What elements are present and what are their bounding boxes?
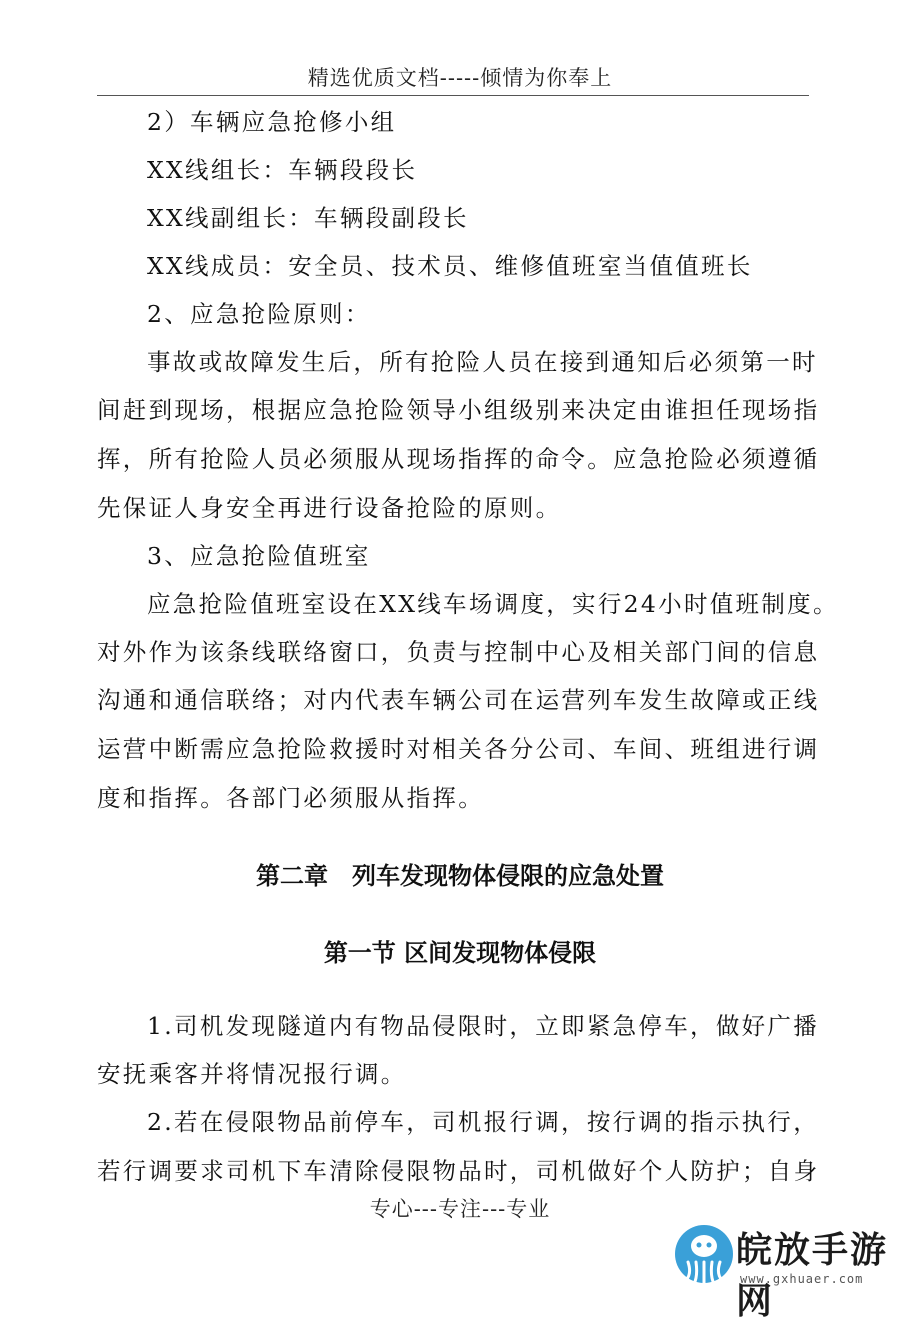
body-line: 2）车辆应急抢修小组 [147,108,397,136]
body-line: 对外作为该条线联络窗口，负责与控制中心及相关部门间的信息 [97,638,820,666]
page-header: 精选优质文档-----倾情为你奉上 [307,66,613,90]
body-line: 2、应急抢险原则： [147,300,371,328]
body-line: 安抚乘客并将情况报行调。 [97,1060,407,1088]
body-line: 若行调要求司机下车清除侵限物品时，司机做好个人防护；自身 [97,1157,820,1185]
body-line: 应急抢险值班室设在XX线车场调度，实行24小时值班制度。 [147,590,839,618]
body-line: 1.司机发现隧道内有物品侵限时，立即紧急停车，做好广播 [147,1012,820,1040]
octopus-logo-icon [674,1218,734,1292]
body-line: XX线副组长：车辆段副段长 [147,204,469,232]
watermark-url: www.gxhuaer.com [740,1272,864,1286]
section-heading: 第一节 区间发现物体侵限 [323,939,597,967]
body-line: 2.若在侵限物品前停车，司机报行调，按行调的指示执行， [147,1108,820,1136]
body-line: 运营中断需应急抢险救援时对相关各分公司、车间、班组进行调 [97,735,820,763]
chapter-heading: 第二章 列车发现物体侵限的应急处置 [256,862,664,890]
body-line: XX线组长：车辆段段长 [147,156,418,184]
body-line: 间赶到现场，根据应急抢险领导小组级别来决定由谁担任现场指 [97,396,820,424]
body-line: XX线成员：安全员、技术员、维修值班室当值值班长 [147,252,753,280]
body-line: 事故或故障发生后，所有抢险人员在接到通知后必须第一时 [147,348,818,376]
body-line: 3、应急抢险值班室 [147,542,371,570]
header-rule [97,95,809,96]
watermark-logo-text: 皖放手游网 [736,1230,889,1322]
body-line: 挥，所有抢险人员必须服从现场指挥的命令。应急抢险必须遵循 [97,445,820,473]
watermark [674,1216,914,1322]
body-line: 先保证人身安全再进行设备抢险的原则。 [97,494,562,522]
body-line: 沟通和通信联络；对内代表车辆公司在运营列车发生故障或正线 [97,686,820,714]
page-footer: 专心---专注---专业 [369,1197,551,1221]
body-line: 度和指挥。各部门必须服从指挥。 [97,784,484,812]
